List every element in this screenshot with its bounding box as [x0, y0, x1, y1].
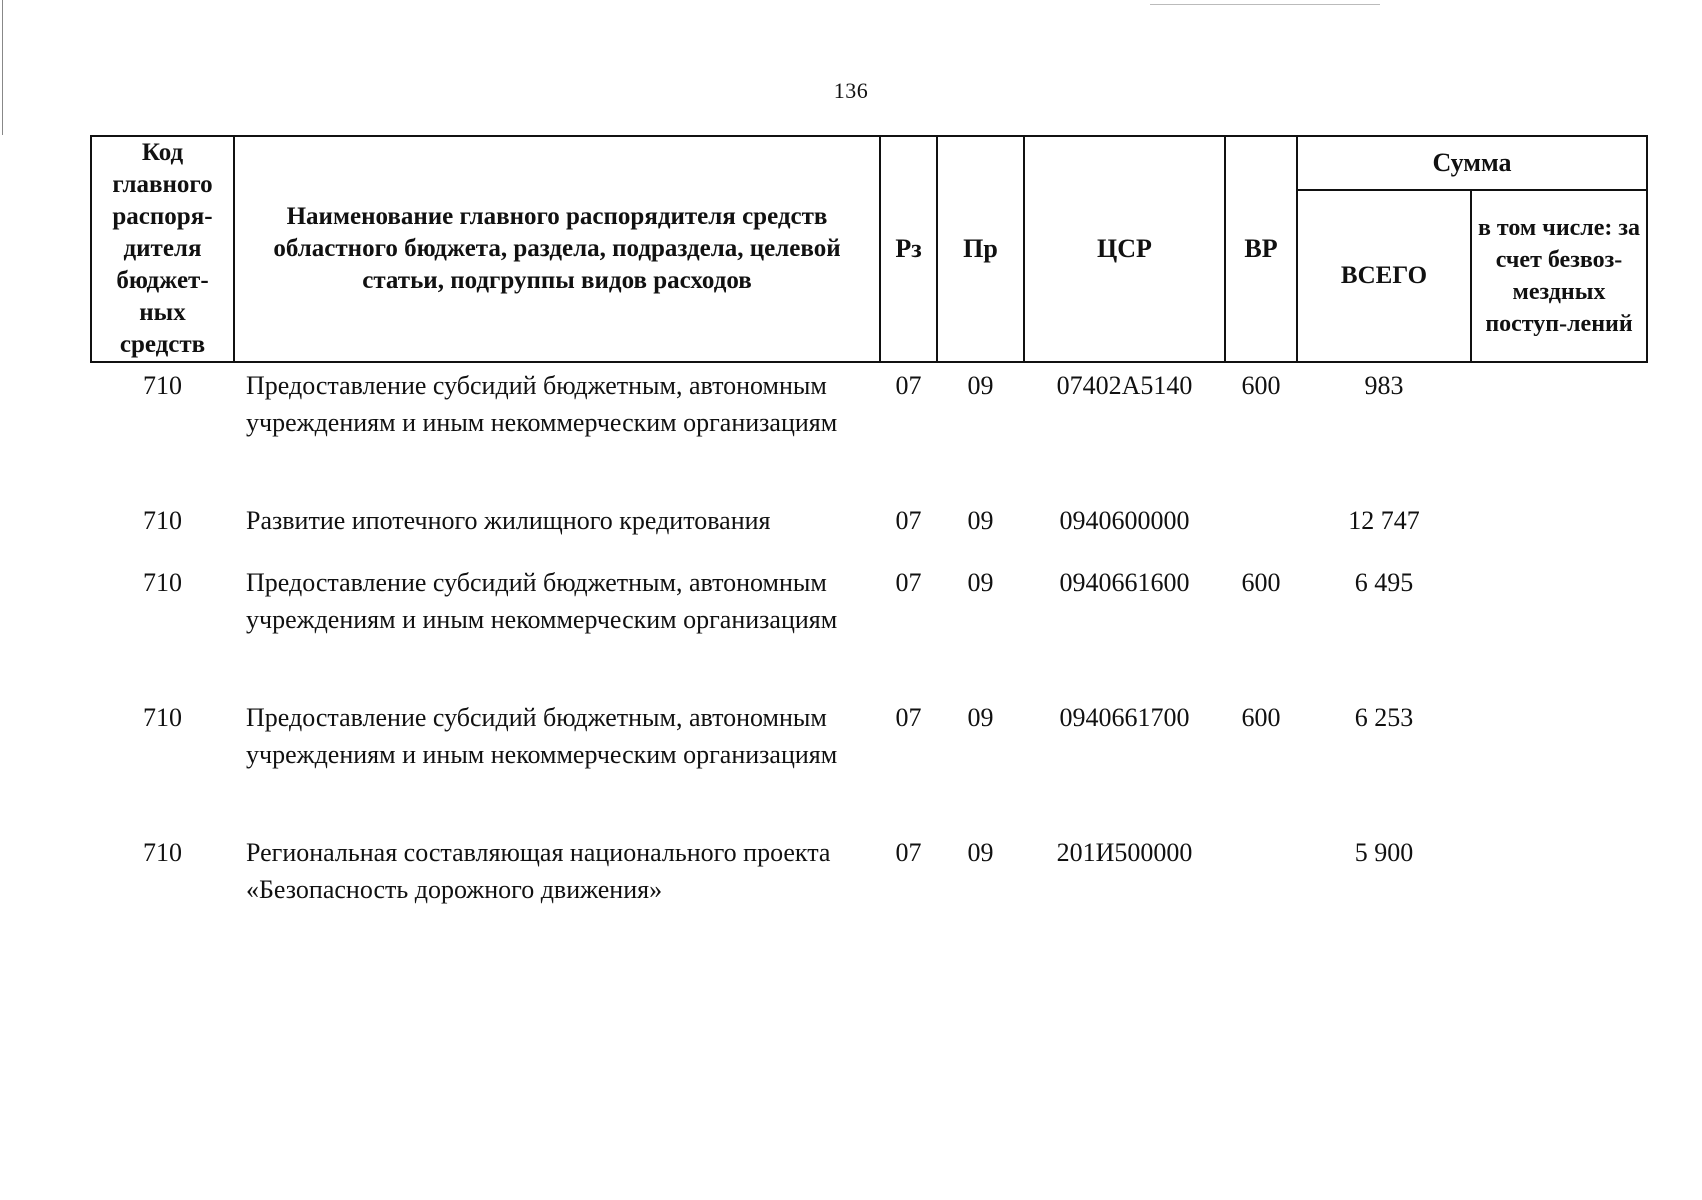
row-total: 983: [1364, 371, 1404, 400]
scan-edge-mark: [1150, 4, 1380, 5]
page-number: 136: [833, 78, 869, 103]
header-csr: ЦСР: [1024, 136, 1225, 362]
table-row: [91, 560, 1647, 695]
row-rz: 07: [895, 703, 922, 732]
row-code: 710: [143, 506, 182, 535]
row-free: [1471, 560, 1647, 695]
row-csr: 201И500000: [1056, 838, 1193, 867]
row-vr: [1225, 830, 1297, 965]
row-free: [1471, 362, 1647, 498]
row-rz: 07: [895, 506, 922, 535]
table-header: [91, 136, 1647, 362]
row-name: Предоставление субсидий бюджетным, автономным учреждениям и иным некоммерческим организациям: [246, 568, 838, 634]
row-free: [1471, 830, 1647, 965]
header-total: ВСЕГО: [1297, 190, 1471, 362]
row-free: [1471, 498, 1647, 560]
row-csr: 07402А5140: [1056, 371, 1193, 400]
header-sum: Сумма: [1297, 136, 1647, 190]
budget-table: [90, 135, 1648, 965]
row-vr: 600: [1241, 371, 1281, 400]
row-csr: 0940661700: [1059, 703, 1190, 732]
row-csr: 0940600000: [1059, 506, 1190, 535]
header-rz: Рз: [880, 136, 937, 362]
row-pr: 09: [967, 838, 994, 867]
table-row: [91, 362, 1647, 498]
row-vr: [1225, 498, 1297, 560]
header-code: Код главного распоря-дителя бюджет-ных средств: [91, 136, 234, 362]
row-total: 6 253: [1354, 703, 1414, 732]
row-free: [1471, 695, 1647, 830]
row-code: 710: [143, 568, 182, 597]
row-rz: 07: [895, 568, 922, 597]
row-csr: 0940661600: [1059, 568, 1190, 597]
row-code: 710: [143, 838, 182, 867]
row-total: 12 747: [1348, 506, 1420, 535]
table-row: [91, 695, 1647, 830]
row-pr: 09: [967, 506, 994, 535]
row-code: 710: [143, 371, 182, 400]
header-name: Наименование главного распорядителя средств областного бюджета, раздела, подраздела, целевой статьи, подгруппы видов расходов: [234, 136, 880, 362]
scan-edge-mark: [2, 0, 3, 135]
row-name: Региональная составляющая национального проекта «Безопасность дорожного движения»: [246, 838, 831, 904]
row-total: 6 495: [1354, 568, 1414, 597]
row-pr: 09: [967, 371, 994, 400]
row-name: Предоставление субсидий бюджетным, автономным учреждениям и иным некоммерческим организациям: [246, 371, 838, 437]
header-pr: Пр: [937, 136, 1024, 362]
row-name: Предоставление субсидий бюджетным, автономным учреждениям и иным некоммерческим организациям: [246, 703, 838, 769]
row-vr: 600: [1241, 568, 1281, 597]
row-pr: 09: [967, 568, 994, 597]
table-row: [91, 498, 1647, 560]
header-free: в том числе: за счет безвоз-мездных поступ-лений: [1471, 190, 1647, 362]
table-row: [91, 830, 1647, 965]
row-code: 710: [143, 703, 182, 732]
row-total: 5 900: [1354, 838, 1414, 867]
row-pr: 09: [967, 703, 994, 732]
row-rz: 07: [895, 838, 922, 867]
row-vr: 600: [1241, 703, 1281, 732]
row-rz: 07: [895, 371, 922, 400]
row-name: Развитие ипотечного жилищного кредитования: [246, 506, 771, 535]
header-vr: ВР: [1225, 136, 1297, 362]
table-body: [91, 362, 1647, 965]
